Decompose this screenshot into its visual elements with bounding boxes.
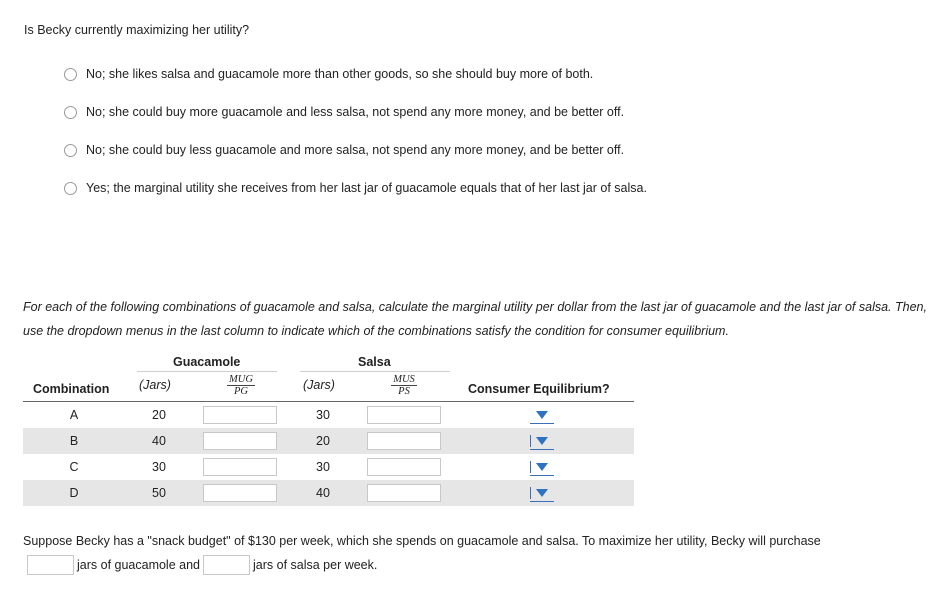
mu-s-numerator: MUS — [393, 374, 415, 385]
group-header-guacamole: Guacamole — [173, 355, 241, 369]
equilibrium-dropdown[interactable] — [530, 407, 554, 424]
mu-per-dollar-guac-input[interactable] — [203, 406, 277, 424]
table-row — [23, 402, 634, 428]
table-instructions: For each of the following combinations of guacamole and salsa, calculate the marginal utility per dollar from the last jar of guacamole and the last jar of salsa. Then, use the dropdown menus in the last column to indicate which of the combinations satisfy the condition for consumer equilibrium. — [23, 300, 927, 338]
combination-cell: D — [69, 486, 79, 500]
col-header-salsa-jars: (Jars) — [303, 378, 335, 392]
radio-button[interactable] — [64, 68, 77, 81]
guac-jars-cell: 40 — [152, 434, 166, 448]
budget-question-text: Suppose Becky has a "snack budget" of $130 per week, which she spends on guacamole and salsa. To maximize her utility, Becky will purchase — [23, 534, 821, 548]
guacamole-jars-input[interactable] — [27, 555, 74, 575]
equilibrium-dropdown[interactable] — [530, 459, 554, 476]
answer-option-4[interactable] — [64, 180, 647, 196]
chevron-down-icon — [536, 463, 548, 471]
mu-per-dollar-guac-input[interactable] — [203, 432, 277, 450]
question-title: Is Becky currently maximizing her utility? — [24, 23, 250, 37]
guac-jars-cell: 20 — [152, 408, 166, 422]
combination-cell: B — [69, 434, 79, 448]
mu-per-dollar-salsa-input[interactable] — [367, 406, 441, 424]
guac-jars-cell: 30 — [152, 460, 166, 474]
equilibrium-dropdown[interactable] — [530, 433, 554, 450]
mu-g-denominator: PG — [234, 386, 248, 397]
radio-button[interactable] — [64, 182, 77, 195]
budget-end-text: jars of salsa per week. — [253, 558, 378, 572]
table-row — [23, 480, 634, 506]
equilibrium-dropdown[interactable] — [530, 485, 554, 502]
option-label: Yes; the marginal utility she receives from her last jar of guacamole equals that of her last jar of salsa. — [86, 181, 647, 195]
salsa-jars-input[interactable] — [203, 555, 250, 575]
col-header-combination: Combination — [33, 382, 110, 396]
col-header-mu-per-price-salsa — [386, 374, 422, 397]
combination-cell: C — [69, 460, 79, 474]
salsa-jars-cell: 20 — [316, 434, 330, 448]
option-label: No; she could buy less guacamole and more salsa, not spend any more money, and be better off. — [86, 143, 625, 157]
group-divider — [137, 371, 277, 372]
col-header-guac-jars: (Jars) — [139, 378, 171, 392]
radio-button[interactable] — [64, 106, 77, 119]
answer-option-1[interactable] — [64, 66, 593, 82]
mu-per-dollar-guac-input[interactable] — [203, 484, 277, 502]
mu-per-dollar-salsa-input[interactable] — [367, 432, 441, 450]
col-header-consumer-equilibrium: Consumer Equilibrium? — [468, 382, 610, 396]
mu-per-dollar-salsa-input[interactable] — [367, 484, 441, 502]
combination-cell: A — [69, 408, 79, 422]
answer-option-3[interactable] — [64, 142, 624, 158]
group-header-salsa: Salsa — [358, 355, 391, 369]
chevron-down-icon — [536, 437, 548, 445]
budget-mid-text: jars of guacamole and — [77, 558, 200, 572]
mu-per-dollar-guac-input[interactable] — [203, 458, 277, 476]
answer-option-2[interactable] — [64, 104, 624, 120]
chevron-down-icon — [536, 411, 548, 419]
option-label: No; she could buy more guacamole and less salsa, not spend any more money, and be better off. — [86, 105, 625, 119]
col-header-mu-per-price-guac — [223, 374, 259, 397]
mu-s-denominator: PS — [398, 386, 410, 397]
table-row — [23, 428, 634, 454]
budget-answer-line — [27, 555, 380, 575]
option-label: No; she likes salsa and guacamole more than other goods, so she should buy more of both. — [86, 67, 594, 81]
table-row — [23, 454, 634, 480]
salsa-jars-cell: 40 — [316, 486, 330, 500]
mu-per-dollar-salsa-input[interactable] — [367, 458, 441, 476]
guac-jars-cell: 50 — [152, 486, 166, 500]
salsa-jars-cell: 30 — [316, 460, 330, 474]
radio-button[interactable] — [64, 144, 77, 157]
chevron-down-icon — [536, 489, 548, 497]
mu-g-numerator: MUG — [229, 374, 253, 385]
salsa-jars-cell: 30 — [316, 408, 330, 422]
group-divider — [300, 371, 450, 372]
